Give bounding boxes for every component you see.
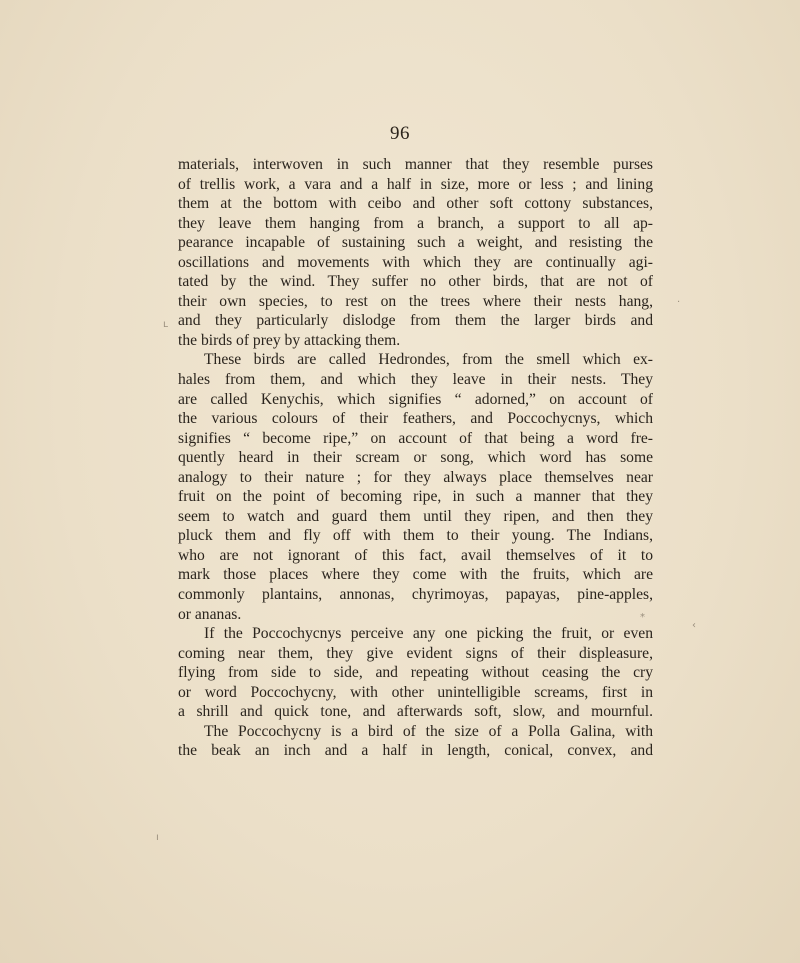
text-line: The Poccochycny is a bird of the size of a Polla Galina, with (204, 722, 653, 740)
text-line: materials, interwoven in such manner that they resemble purses (178, 156, 653, 173)
text-line: tated by the wind. They suffer no other birds, that are not of (178, 273, 653, 291)
text-line: the various colours of their feathers, and Poccochycnys, which (178, 410, 653, 428)
text-line: pearance incapable of sustaining such a weight, and resisting the (178, 234, 653, 252)
text-line: and they particularly dislodge from them the larger birds and (178, 312, 653, 330)
text-line: coming near them, they give evident signs of their displeasure, (178, 644, 653, 662)
text-line: quently heard in their scream or song, which word has some (178, 449, 653, 467)
paper-speck: · (677, 297, 681, 308)
text-line: the beak an inch and a half in length, conical, convex, and (178, 742, 653, 760)
paper-speck: ʟ (163, 319, 169, 330)
text-line: mark those places where they come with the fruits, which are (178, 566, 653, 584)
text-line: seem to watch and guard them until they ripen, and then they (178, 507, 653, 525)
text-line: them at the bottom with ceibo and other soft cottony substances, (178, 195, 653, 213)
text-line: pluck them and fly off with them to their young. The Indians, (178, 527, 653, 545)
text-line: commonly plantains, annonas, chyrimoyas, papayas, pine-apples, (178, 586, 653, 604)
text-line: analogy to their nature ; for they always place themselves near (178, 468, 653, 486)
text-line: are called Kenychis, which signifies “ adorned,” on account of (178, 390, 653, 408)
text-line: they leave them hanging from a branch, a support to all ap- (178, 214, 653, 232)
text-line: These birds are called Hedrondes, from the smell which ex- (204, 351, 653, 369)
text-line: the birds of prey by attacking them. (178, 331, 401, 349)
body-text (178, 155, 653, 761)
text-line: hales from them, and which they leave in their nests. They (178, 371, 653, 389)
text-line: signifies “ become ripe,” on account of that being a word fre- (178, 429, 653, 447)
text-line: If the Poccochycnys perceive any one picking the fruit, or even (204, 625, 653, 643)
text-line: or ananas. (178, 605, 242, 623)
text-line: fruit on the point of becoming ripe, in such a manner that they (178, 488, 653, 506)
text-line: of trellis work, a vara and a half in size, more or less ; and lining (178, 175, 653, 193)
text-line: a shrill and quick tone, and afterwards soft, slow, and mournful. (178, 703, 653, 721)
paper-speck: * (640, 612, 645, 623)
text-line: oscillations and movements with which they are continually agi- (178, 253, 653, 271)
text-line: who are not ignorant of this fact, avail themselves of it to (178, 546, 653, 564)
paper-speck: ‹ (692, 620, 696, 631)
text-line: their own species, to rest on the trees where their nests hang, (178, 292, 653, 310)
text-line: flying from side to side, and repeating without ceasing the cry (178, 664, 653, 682)
page-number: 96 (390, 123, 410, 144)
paper-speck: ı (156, 832, 159, 843)
text-line: or word Poccochycny, with other unintelligible screams, first in (178, 683, 653, 701)
